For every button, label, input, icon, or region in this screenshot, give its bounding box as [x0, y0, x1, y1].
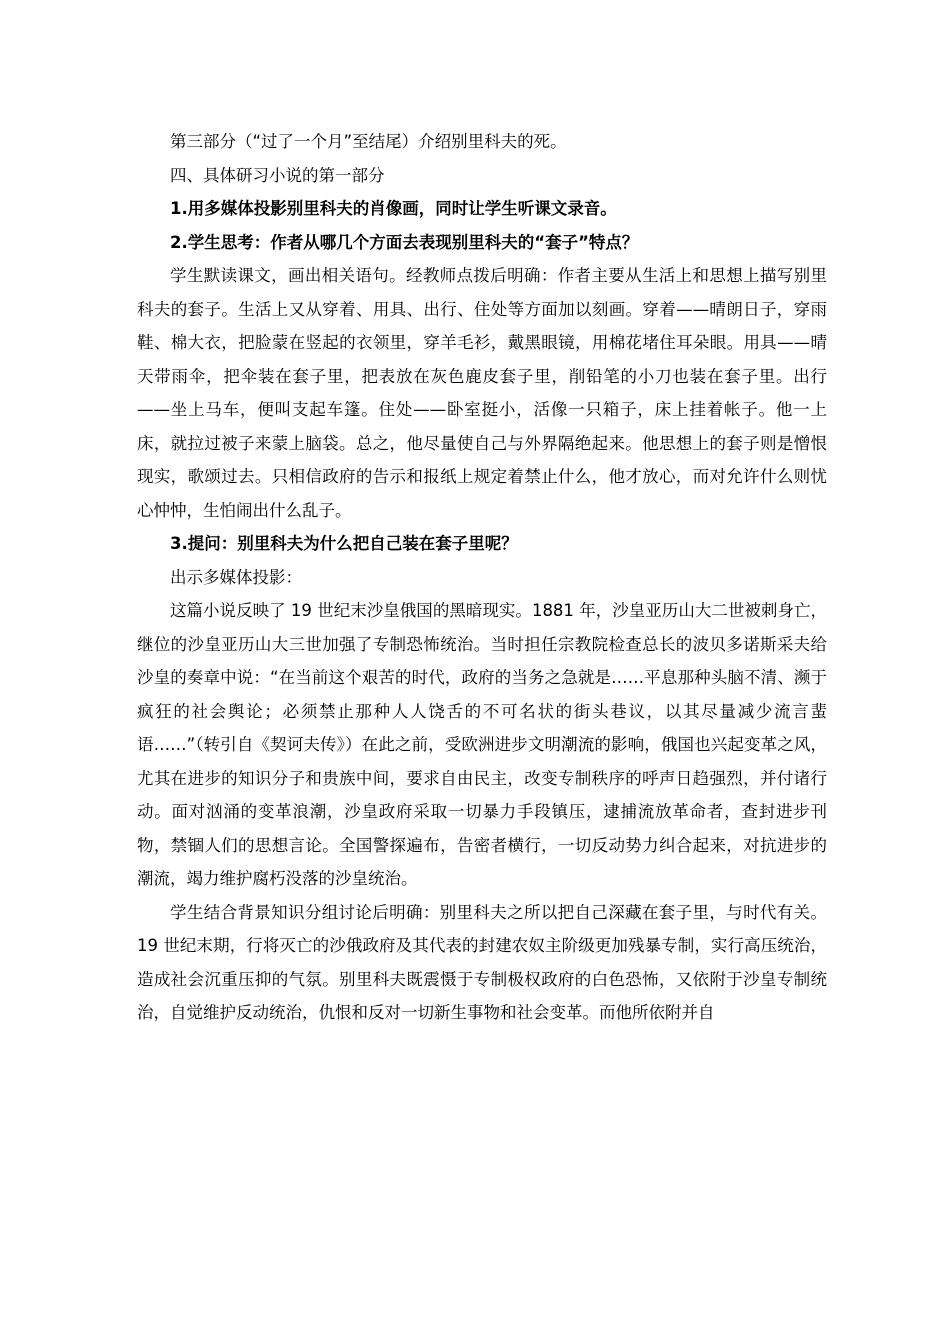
- part-three-summary: 第三部分（“过了一个月”至结尾）介绍别里科夫的死。: [170, 132, 567, 151]
- step-two-answer: 学生默读课文，画出相关语句。经教师点拨后明确：作者主要从生活上和思想上描写别里科夫的套子。生活上又从穿着、用具、出行、住处等方面加以刻画。穿着——晴朗日子，穿雨鞋、棉大衣，把脸蒙在竖起的衣领里，穿羊毛衫，戴黑眼镜，用棉花堵住耳朵眼。用具——晴天带雨伞，把伞装在套子里，把表放在灰色鹿皮套子里，削铅笔的小刀也装在套子里。出行——坐上马车，便叫支起车篷。住处——卧室挺小，活像一只箱子，床上挂着帐子。他一上床，就拉过被子来蒙上脑袋。总之，他尽量使自己与外界隔绝起来。他思想上的套子则是憎恨现实，歌颂过去。只相信政府的告示和报纸上规定着禁止什么，他才放心，而对允许什么则忧心忡忡，生怕闹出什么乱子。: [137, 266, 827, 520]
- discussion-paragraph: 学生结合背景知识分组讨论后明确：别里科夫之所以把自己深藏在套子里，与时代有关。19 世纪末期，行将灭亡的沙俄政府及其代表的封建农奴主阶级更加残暴专制，实行高压统治，造成社会沉重压抑的气氛。别里科夫既震慑于专制极权政府的白色恐怖，又依附于沙皇专制统治，自觉维护反动统治，仇恨和反对一切新生事物和社会变革。而他所依附并自: [137, 902, 827, 1022]
- step-three-question: 3.提问：别里科夫为什么把自己装在套子里呢？: [170, 534, 518, 553]
- projection-label: 出示多媒体投影：: [170, 567, 302, 587]
- background-paragraph: 这篇小说反映了 19 世纪末沙皇俄国的黑暗现实。1881 年，沙皇亚历山大二世被刺身亡，继位的沙皇亚历山大三世加强了专制恐怖统治。当时担任宗教院检查总长的波贝多诺斯采夫给沙皇的奏章中说：“在当前这个艰苦的时代，政府的当务之急就是……平息那种头脑不清、濒于疯狂的社会舆论；必须禁止那种人人饶舌的不可名状的街头巷议，以其尽量减少流言蜚语……”（转引自《契诃夫传》）在此之前，受欧洲进步文明潮流的影响，俄国也兴起变革之风，尤其在进步的知识分子和贵族中间，要求自由民主，改变专制秩序的呼声日趋强烈，并付诸行动。面对汹涌的变革浪潮，沙皇政府采取一切暴力手段镇压，逮捕流放革命者，查封进步刊物，禁锢人们的思想言论。全国警探遍布，告密者横行，一切反动势力纠合起来，对抗进步的潮流，竭力维护腐朽没落的沙皇统治。: [137, 601, 827, 888]
- document-body: [137, 125, 827, 1030]
- section-four-heading: 四、具体研习小说的第一部分: [170, 165, 385, 185]
- step-one: 1.用多媒体投影别里科夫的肖像画，同时让学生听课文录音。: [170, 199, 617, 218]
- step-two-question: 2.学生思考：作者从哪几个方面去表现别里科夫的“套子”特点？: [170, 232, 639, 252]
